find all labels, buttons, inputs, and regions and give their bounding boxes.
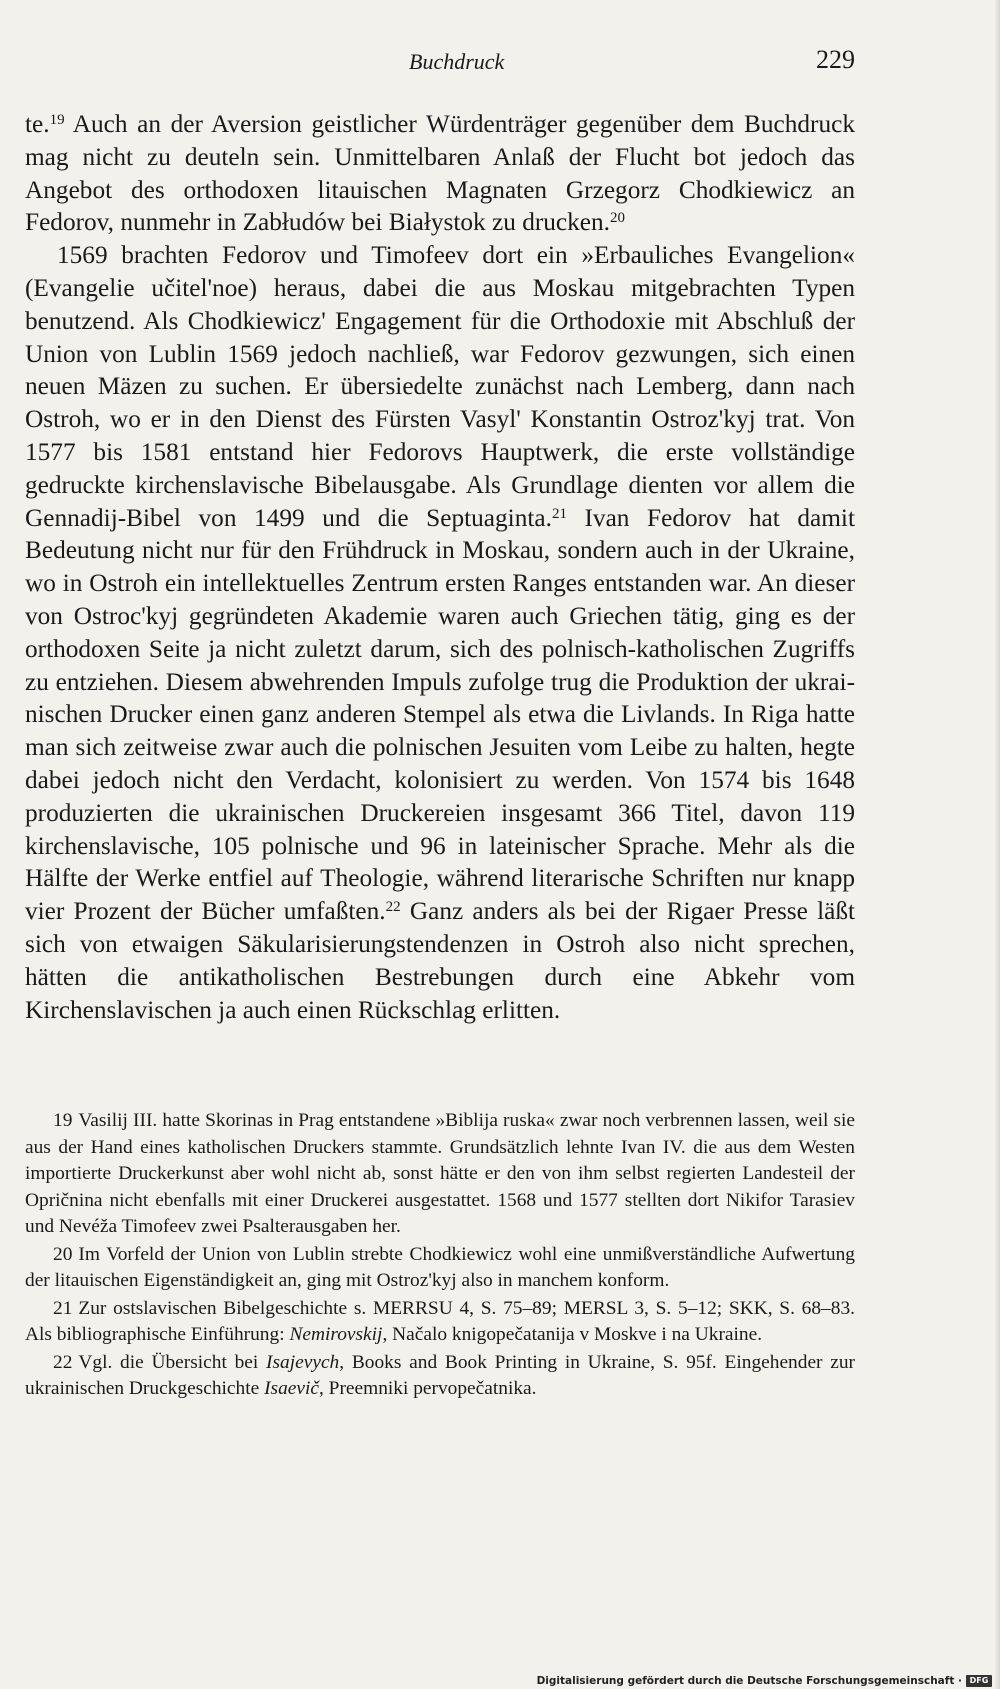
footnote-text: , Preemniki pervopečatnika. xyxy=(318,1378,537,1399)
main-text xyxy=(25,108,855,1026)
running-title: Buchdruck xyxy=(409,49,505,74)
footnotes-section xyxy=(25,1108,855,1404)
footnote-ref-22[interactable]: 22 xyxy=(385,898,401,915)
footnote-text: , Books and Book Printing in Ukraine, S. 95f. Eingehender zur ukrainischen Druckgeschichte xyxy=(25,1351,855,1399)
footnote-number: 22 xyxy=(53,1351,73,1373)
text-run: te. xyxy=(25,110,50,138)
footnote-ref-21[interactable]: 21 xyxy=(551,505,567,522)
footnote-text: Im Vorfeld der Union von Lublin strebte Chodkiewicz wohl eine unmißverständliche Aufwertung der litauischen Eigenständigkeit an, ging mit Ostroz'kyj also in manchem konform. xyxy=(25,1243,855,1291)
footnote-text: , Načalo knigopečatanija v Moskve i na Ukraine. xyxy=(382,1324,763,1345)
page-number: 229 xyxy=(816,45,855,74)
footnote-text: Zur ostslavischen Bibelgeschichte s. MERRSU 4, S. 75–89; MERSL 3, S. 5–12; SKK, S. 68–83. Als bibliographische Einführung: xyxy=(25,1297,855,1345)
paragraph xyxy=(25,108,855,239)
footnote-text: Isaevič xyxy=(264,1378,319,1399)
footnote-ref-20[interactable]: 20 xyxy=(610,210,625,227)
footnote-number: 20 xyxy=(53,1243,73,1265)
footnote-ref-19[interactable]: 19 xyxy=(49,111,65,128)
page-header xyxy=(25,45,855,85)
text-run: Ganz anders als bei der Rigaer Presse läßt sich von etwaigen Säkularisierungstendenzen in Ostroh also nicht sprechen, hätten die antikatholischen Bestrebungen durch eine Abkehr vom Kirchenslavischen ja auch einen Rückschlag erlitten. xyxy=(25,897,855,1024)
credit-text: Digitalisierung gefördert durch die Deutsche Forschungsgemeinschaft · xyxy=(536,1675,962,1687)
footnote-text: Vgl. die Übersicht bei xyxy=(78,1351,267,1373)
footnote-text: Isajevych xyxy=(266,1351,340,1373)
page-edge xyxy=(994,0,1000,1689)
footnote-21 xyxy=(25,1296,855,1349)
text-run: Auch an der Aversion geistlicher Würdenträger gegenüber dem Buchdruck mag nicht zu deuteln sein. Unmittelbaren Anlaß der Flucht bot jedoch das Angebot des orthodoxen litauischen Magnaten Grzegorz Chodkiewicz an Fedorov, nunmehr in Zabłudów bei Białystok zu drucken. xyxy=(25,110,855,237)
footnote-20 xyxy=(25,1242,855,1295)
footnote-22 xyxy=(25,1350,855,1403)
dfg-logo-icon: DFG xyxy=(966,1675,992,1687)
footnote-19 xyxy=(25,1108,855,1241)
footnote-number: 19 xyxy=(53,1110,73,1131)
digitization-credit xyxy=(537,1675,992,1687)
text-run: Ivan Fedorov hat damit Bedeutung nicht nur für den Frühdruck in Moskau, sondern auch in der Ukraine, wo in Ostroh ein intellektuelles Zentrum ersten Ranges entstanden war. An dieser von Ostroc'kyj gegründeten Akademie waren auch Griechen tätig, ging es der orthodoxen Seite ja nicht zuletzt darum, sich des polnisch-katholischen Zugriffs zu entziehen. Diesem abwehrenden Impuls zufolge trug die Produktion der ukrainischen Drucker einen ganz anderen Stempel als etwa die Livlands. In Riga hatte man sich zeitweise zwar auch die polnischen Jesuiten vom Leibe zu halten, hegte dabei jedoch nicht den Verdacht, kolonisiert zu werden. Von 1574 bis 1648 produzierten die ukrainischen Druckereien insgesamt 366 Titel, davon 119 kirchenslavische, 105 polnische und 96 in lateinischer Sprache. Mehr als die Hälfte der Werke entfiel auf Theologie, während literarische Schriften nur knapp vier Prozent der Bücher umfaßten. xyxy=(25,503,855,926)
text-run: 1569 brachten Fedorov und Timofeev dort ein »Erbauliches Evangelion« (Evangelie učitel'noe) heraus, dabei die aus Moskau mitgebrachten Typen benutzend. Als Chodkiewicz' Engagement für die Orthodoxie mit Abschluß der Union von Lublin 1569 jedoch nachließ, war Fedorov gezwungen, sich einen neuen Mäzen zu suchen. Er übersiedelte zunächst nach Lemberg, dann nach Ostroh, wo er in den Dienst des Fürsten Vasyl' Konstantin Ostroz'kyj trat. Von 1577 bis 1581 entstand hier Fedorovs Hauptwerk, die erste vollständige gedruckte kirchenslavische Bibelausgabe. Als Grundlage dienten vor allem die Gennadij-Bibel von 1499 und die Septuaginta. xyxy=(25,241,855,532)
footnote-number: 21 xyxy=(53,1297,73,1319)
paragraph xyxy=(25,239,855,1026)
footnote-text: Vasilij III. hatte Skorinas in Prag entstandene »Biblija ruska« zwar noch verbrennen lassen, weil sie aus der Hand eines katholischen Druckers stammte. Grundsätzlich lehnte Ivan IV. die aus dem Westen importierte Druckerkunst aber wohl nicht ab, sonst hätte er den von ihm selbst regierten Landesteil der Opričnina nicht ebenfalls mit einer Druckerei ausgestattet. 1568 und 1577 stellten dort Nikifor Tarasiev und Nevéža Timofeev zwei Psalterausgaben her. xyxy=(25,1110,855,1237)
footnote-text: Nemirovskij xyxy=(289,1324,383,1345)
